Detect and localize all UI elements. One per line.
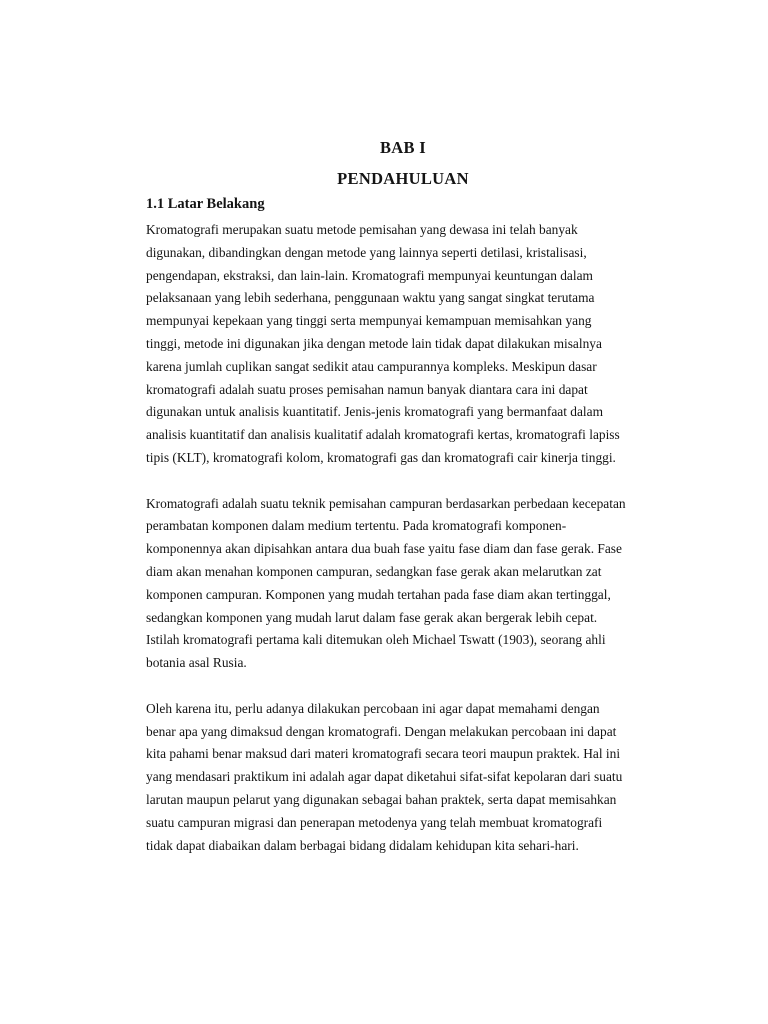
text-line: analisis kuantitatif dan analisis kualitatif adalah kromatografi kertas, kromatografi lapiss [146,427,620,443]
text-line: pelaksanaan yang lebih sederhana, penggunaan waktu yang sangat singkat terutama [146,290,595,306]
text-line: mempunyai kepekaan yang tinggi serta mempunyai kemampuan memisahkan yang [146,313,592,329]
chapter-number: BAB I [380,138,426,157]
text-line: tinggi, metode ini digunakan jika dengan metode lain tidak dapat dilakukan misalnya [146,335,602,351]
text-line: kromatografi adalah suatu proses pemisahan namun banyak diantara cara ini dapat [146,381,588,397]
paragraph [146,698,666,858]
text-line: benar apa yang dimaksud dengan kromatografi. Dengan melakukan percobaan ini dapat [146,723,617,739]
paragraph-spacer [146,470,666,493]
text-line: komponennya akan dipisahkan antara dua buah fase yaitu fase diam dan fase gerak. Fase [146,541,622,557]
chapter-title: PENDAHULUAN [337,169,469,188]
text-line: digunakan untuk analisis kuantitatif. Jenis-jenis kromatografi yang bermanfaat dalam [146,404,604,420]
text-line: botania asal Rusia. [146,655,247,671]
text-line: larutan maupun pelarut yang digunakan sebagai bahan praktek, serta dapat memisahkan [146,791,617,807]
text-line: kita pahami benar maksud dari materi kromatografi secara teori maupun praktek. Hal ini [146,746,621,762]
paragraph [146,493,666,675]
text-line: Kromatografi merupakan suatu metode pemisahan yang dewasa ini telah banyak [146,222,578,237]
body-text [146,219,666,857]
text-line: perambatan komponen dalam medium tertentu. Pada kromatografi komponen- [146,518,567,534]
text-line: digunakan, dibandingkan dengan metode yang lainnya seperti detilasi, kristalisasi, [146,244,587,260]
paragraph-spacer [146,675,666,698]
text-line: komponen campuran. Komponen yang mudah tertahan pada fase diam akan tertinggal, [146,586,611,602]
text-line: yang mendasari praktikum ini adalah agar dapat diketahui sifat-sifat kepolaran dari suatu [146,769,623,785]
text-line: pengendapan, ekstraksi, dan lain-lain. Kromatografi mempunyai keuntungan dalam [146,267,593,283]
paragraph [146,219,666,470]
text-line: tipis (KLT), kromatografi kolom, kromatografi gas dan kromatografi cair kinerja tinggi. [146,449,616,465]
text-line: Oleh karena itu, perlu adanya dilakukan percobaan ini agar dapat memahami dengan [146,700,600,716]
text-line: diam akan menahan komponen campuran, sedangkan fase gerak akan melarutkan zat [146,563,602,579]
text-line: Kromatografi adalah suatu teknik pemisahan campuran berdasarkan perbedaan kecepatan [146,495,626,511]
text-line: suatu campuran migrasi dan penerapan metodenya yang telah membuat kromatografi [146,814,603,830]
section-heading: 1.1 Latar Belakang [146,196,265,212]
text-line: Istilah kromatografi pertama kali ditemukan oleh Michael Tswatt (1903), seorang ahli [146,632,606,648]
text-line: sedangkan komponen yang mudah larut dalam fase gerak akan bergerak lebih cepat. [146,609,598,625]
text-line: tidak dapat diabaikan dalam berbagai bidang didalam kehidupan kita sehari-hari. [146,837,579,853]
text-line: karena jumlah cuplikan sangat sedikit atau campurannya kompleks. Meskipun dasar [146,358,597,374]
